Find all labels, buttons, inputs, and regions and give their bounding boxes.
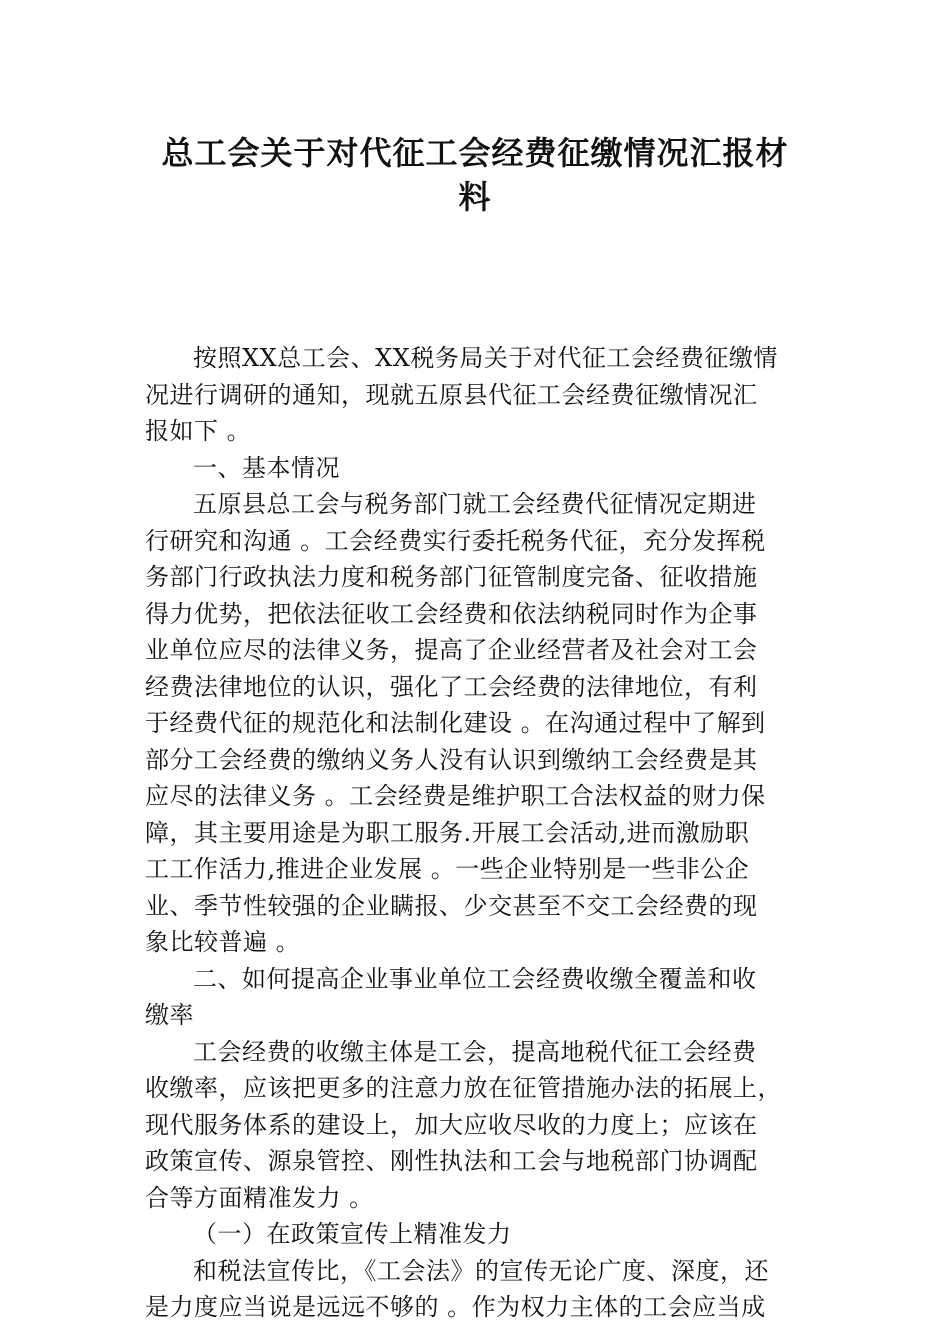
text-line: 得力优势，把依法征收工会经费和依法纳税同时作为企事 — [145, 599, 758, 628]
text-line: 按照XX总工会、XX税务局关于对代征工会经费征缴情 — [193, 344, 778, 372]
text-line: （一）在政策宣传上精准发力 — [193, 1220, 512, 1248]
text-line: 工工作活力,推进企业发展 。一些企业特别是一些非公企 — [145, 855, 750, 883]
text-line: 于经费代征的规范化和法制化建设 。在沟通过程中了解到 — [145, 709, 766, 737]
text-line: 行研究和沟通 。工会经费实行委托税务代征，充分发挥税 — [145, 526, 766, 555]
text-line: 工会经费的收缴主体是工会，提高地税代征工会经费 — [193, 1037, 757, 1066]
text-line: 和税法宣传比，《工会法》的宣传无论广度、深度，还 — [193, 1256, 769, 1285]
text-line: 缴率 — [145, 1001, 194, 1029]
paragraph-basic — [145, 486, 805, 961]
section-heading-basic — [145, 450, 805, 487]
section-heading-improve — [145, 961, 805, 1034]
paragraph-policy — [145, 1253, 805, 1326]
paragraph-intro — [145, 340, 805, 450]
document-body — [145, 340, 805, 1326]
text-line: 报如下 。 — [145, 417, 252, 445]
title-line: 总工会关于对代征工会经费征缴情况汇报材 — [161, 134, 789, 172]
text-line: 障，其主要用途是为职工服务.开展工会活动,进而激励职 — [145, 818, 750, 847]
text-line: 部分工会经费的缴纳义务人没有认识到缴纳工会经费是其 — [145, 745, 758, 774]
text-line: 二、如何提高企业事业单位工会经费收缴全覆盖和收 — [193, 964, 757, 993]
text-line: 合等方面精准发力 。 — [145, 1183, 374, 1212]
text-line: 况进行调研的通知，现就五原县代征工会经费征缴情况汇 — [145, 380, 758, 409]
text-line: 收缴率，应该把更多的注意力放在征管措施办法的拓展上， — [145, 1074, 782, 1102]
text-line: 一、基本情况 — [193, 453, 340, 482]
text-line: 五原县总工会与税务部门就工会经费代征情况定期进 — [193, 490, 757, 518]
text-line: 务部门行政执法力度和税务部门征管制度完备、征收措施 — [145, 563, 758, 591]
text-line: 应尽的法律义务 。工会经费是维护职工合法权益的财力保 — [145, 782, 766, 810]
text-line: 业单位应尽的法律义务，提高了企业经营者及社会对工会 — [145, 636, 758, 664]
text-line: 业、季节性较强的企业瞒报、少交甚至不交工会经费的现 — [145, 891, 758, 920]
title-line: 料 — [458, 178, 492, 216]
subsection-heading-policy — [145, 1216, 805, 1253]
document-title — [145, 131, 805, 219]
text-line: 是力度应当说是远远不够的 。作为权力主体的工会应当成 — [145, 1293, 766, 1321]
text-line: 经费法律地位的认识，强化了工会经费的法律地位，有利 — [145, 672, 758, 701]
text-line: 现代服务体系的建设上，加大应收尽收的力度上；应该在 — [145, 1110, 758, 1139]
text-line: 象比较普遍 。 — [145, 928, 301, 956]
text-line: 政策宣传、源泉管控、刚性执法和工会与地税部门协调配 — [145, 1147, 758, 1175]
paragraph-improve — [145, 1034, 805, 1217]
